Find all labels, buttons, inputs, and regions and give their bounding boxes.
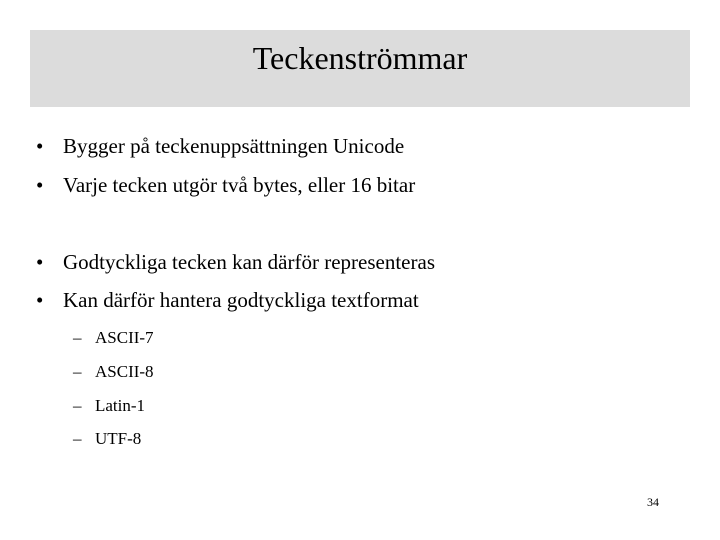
sub-item — [73, 428, 141, 450]
page-number: 34 — [647, 495, 659, 509]
bullet-item — [36, 287, 419, 313]
sub-marker: – — [73, 362, 82, 381]
sub-text: UTF-8 — [95, 429, 142, 448]
sub-marker: – — [73, 328, 82, 347]
bullet-text: Bygger på teckenuppsättningen Unicode — [63, 134, 405, 158]
slide-title: Teckenströmmar — [252, 40, 468, 76]
bullet-marker: • — [36, 173, 44, 197]
bullet-item — [36, 133, 404, 159]
sub-item — [73, 395, 145, 417]
bullet-marker: • — [36, 288, 44, 312]
sub-text: ASCII-7 — [95, 328, 154, 347]
sub-text: Latin-1 — [95, 396, 146, 415]
sub-marker: – — [73, 429, 82, 448]
bullet-marker: • — [36, 250, 44, 274]
bullet-text: Varje tecken utgör två bytes, eller 16 bitar — [63, 173, 416, 197]
bullet-item — [36, 172, 415, 198]
bullet-item — [36, 249, 435, 275]
bullet-text: Godtyckliga tecken kan därför representeras — [63, 250, 435, 274]
sub-marker: – — [73, 396, 82, 415]
sub-item — [73, 327, 154, 349]
bullet-text: Kan därför hantera godtyckliga textformat — [63, 288, 419, 312]
bullet-marker: • — [36, 134, 44, 158]
sub-item — [73, 361, 154, 383]
sub-text: ASCII-8 — [95, 362, 154, 381]
